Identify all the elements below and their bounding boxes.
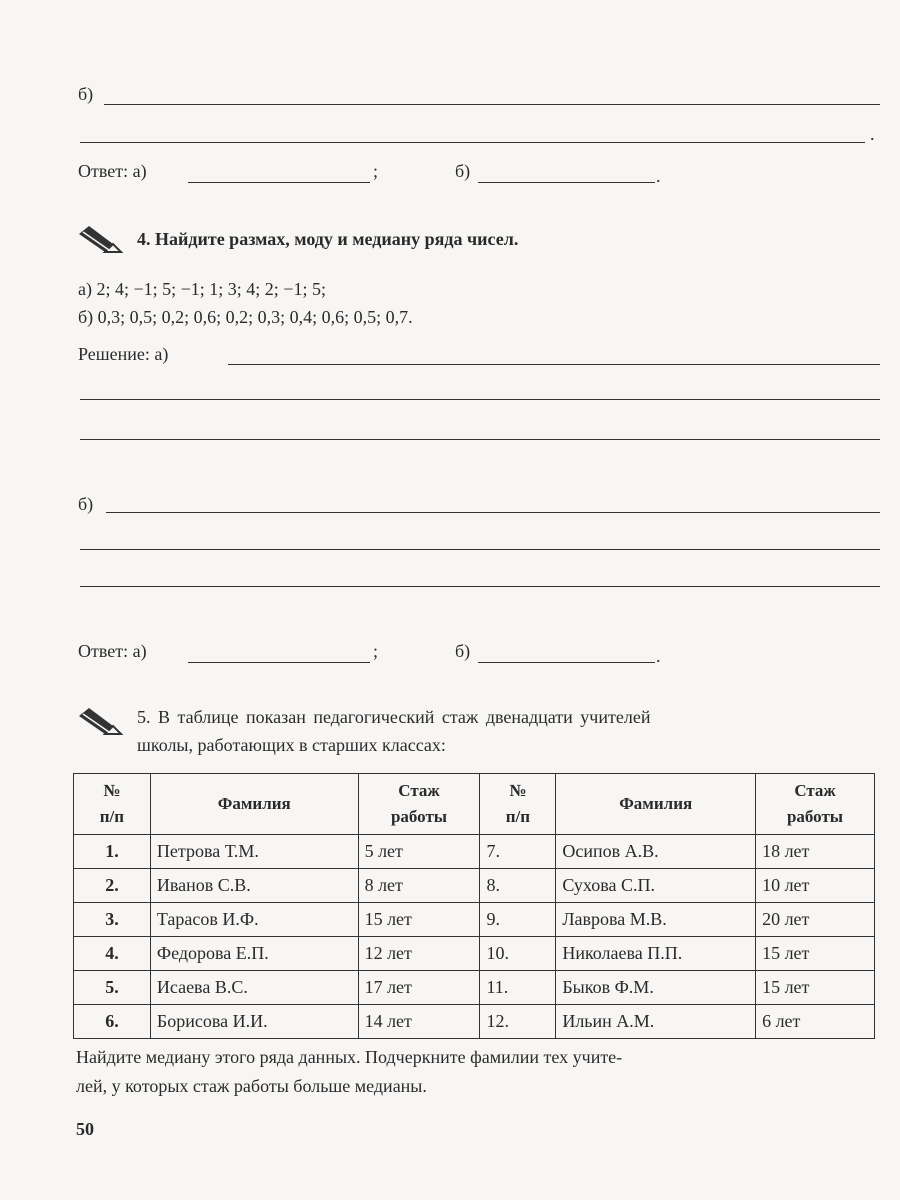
row-number: 8.	[480, 869, 556, 903]
task5-question-line1: Найдите медиану этого ряда данных. Подчеркните фамилии тех учите-	[76, 1047, 623, 1067]
teacher-name: Быков Ф.М.	[556, 971, 756, 1005]
header-experience: Стаж работы	[756, 774, 875, 835]
experience: 8 лет	[358, 869, 480, 903]
answer-line[interactable]	[80, 142, 865, 143]
teacher-name: Лаврова М.В.	[556, 903, 756, 937]
table-row	[74, 903, 875, 937]
task4-series-a: а) 2; 4; −1; 5; −1; 1; 3; 4; 2; −1; 5;	[78, 279, 326, 299]
experience: 10 лет	[756, 869, 875, 903]
semicolon: ;	[373, 161, 379, 181]
row-number: 9.	[480, 903, 556, 937]
header-num: № п/п	[74, 774, 151, 835]
answer-b-label: б)	[455, 641, 471, 661]
row-number: 3.	[74, 903, 151, 937]
table-row	[74, 1005, 875, 1039]
table-row	[74, 937, 875, 971]
teacher-name: Федорова Е.П.	[150, 937, 358, 971]
task4-series-b: б) 0,3; 0,5; 0,2; 0,6; 0,2; 0,3; 0,4; 0,6; 0,5; 0,7.	[78, 307, 413, 327]
row-number: 6.	[74, 1005, 151, 1039]
header-surname: Фамилия	[556, 774, 756, 835]
experience: 15 лет	[358, 903, 480, 937]
solution-line[interactable]	[80, 439, 880, 440]
teacher-name: Николаева П.П.	[556, 937, 756, 971]
task5-title-line2: школы, работающих в старших классах:	[137, 735, 446, 755]
experience: 15 лет	[756, 971, 875, 1005]
teacher-name: Тарасов И.Ф.	[150, 903, 358, 937]
pencil-icon	[77, 706, 125, 736]
teacher-name: Исаева В.С.	[150, 971, 358, 1005]
task5-question-line2: лей, у которых стаж работы больше медианы.	[76, 1076, 427, 1096]
solution-label: Решение: а)	[78, 344, 169, 364]
answer-label: Ответ: а)	[78, 641, 147, 661]
solution-b-label: б)	[78, 494, 94, 514]
experience: 6 лет	[756, 1005, 875, 1039]
experience: 14 лет	[358, 1005, 480, 1039]
answer-b-label: б)	[455, 161, 471, 181]
pencil-icon	[77, 224, 125, 254]
period: .	[656, 166, 661, 186]
solution-line[interactable]	[80, 586, 880, 587]
solution-line[interactable]	[80, 399, 880, 400]
task4-title: 4. Найдите размах, моду и медиану ряда чисел.	[137, 229, 519, 249]
table-row	[74, 869, 875, 903]
row-number: 1.	[74, 835, 151, 869]
task3-b-label: б)	[78, 84, 94, 104]
table-header-row	[74, 774, 875, 835]
row-number: 11.	[480, 971, 556, 1005]
table-row	[74, 835, 875, 869]
period: .	[870, 124, 875, 144]
answer-line[interactable]	[104, 104, 880, 105]
answer-label: Ответ: а)	[78, 161, 147, 181]
row-number: 7.	[480, 835, 556, 869]
teacher-name: Ильин А.М.	[556, 1005, 756, 1039]
experience: 18 лет	[756, 835, 875, 869]
teachers-table	[73, 773, 875, 1039]
header-surname: Фамилия	[150, 774, 358, 835]
period: .	[656, 646, 661, 666]
experience: 20 лет	[756, 903, 875, 937]
semicolon: ;	[373, 641, 379, 661]
experience: 12 лет	[358, 937, 480, 971]
teacher-name: Петрова Т.М.	[150, 835, 358, 869]
experience: 15 лет	[756, 937, 875, 971]
answer-b-line[interactable]	[478, 662, 655, 663]
table-row	[74, 971, 875, 1005]
row-number: 10.	[480, 937, 556, 971]
answer-a-line[interactable]	[188, 662, 370, 663]
solution-line[interactable]	[106, 512, 880, 513]
experience: 5 лет	[358, 835, 480, 869]
teacher-name: Борисова И.И.	[150, 1005, 358, 1039]
row-number: 2.	[74, 869, 151, 903]
task5-title-line1: 5. В таблице показан педагогический стаж двенадцати учителей	[137, 707, 651, 727]
solution-line[interactable]	[228, 364, 880, 365]
row-number: 4.	[74, 937, 151, 971]
page-number: 50	[76, 1119, 94, 1139]
row-number: 5.	[74, 971, 151, 1005]
teacher-name: Осипов А.В.	[556, 835, 756, 869]
answer-b-line[interactable]	[478, 182, 655, 183]
header-num: № п/п	[480, 774, 556, 835]
answer-a-line[interactable]	[188, 182, 370, 183]
teacher-name: Иванов С.В.	[150, 869, 358, 903]
solution-line[interactable]	[80, 549, 880, 550]
header-experience: Стаж работы	[358, 774, 480, 835]
teacher-name: Сухова С.П.	[556, 869, 756, 903]
row-number: 12.	[480, 1005, 556, 1039]
experience: 17 лет	[358, 971, 480, 1005]
